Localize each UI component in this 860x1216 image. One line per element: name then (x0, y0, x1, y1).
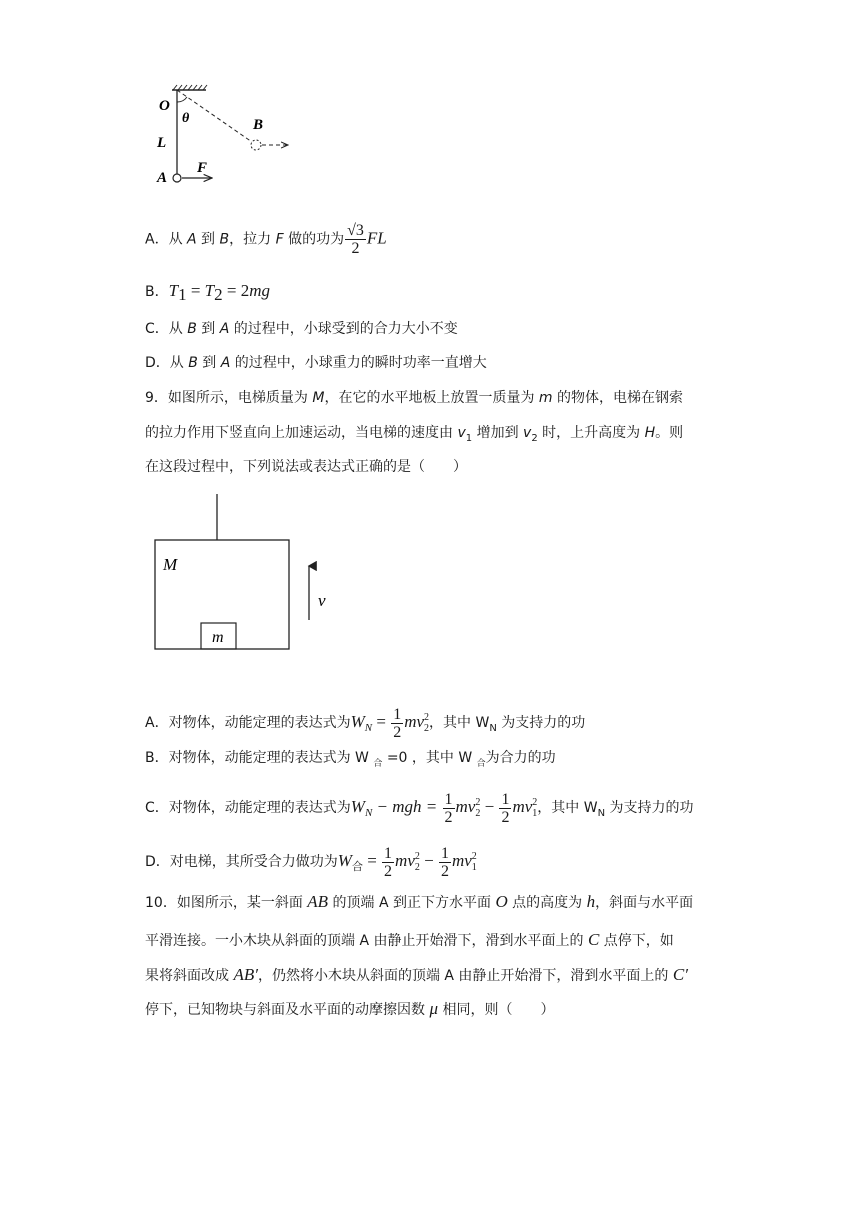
text: ，其中 W (537, 800, 598, 816)
text: 停下，已知物块与斜面及水平面的动摩擦因数 (145, 1002, 430, 1018)
denominator: 2 (501, 808, 510, 826)
text: D．对电梯，其所受合力做功为 (145, 854, 338, 870)
text: 相同，则（ ） (438, 1002, 555, 1018)
text: ，其中 W (429, 715, 490, 731)
text: ，拉力 (229, 231, 276, 248)
text: 2 (475, 808, 481, 819)
text: 的物体，电梯在钢索 (552, 390, 683, 406)
elevator-figure (150, 490, 340, 655)
numerator: 1 (384, 844, 393, 862)
denominator: 2 (440, 862, 449, 880)
ball-B (251, 140, 261, 150)
text: A (220, 355, 231, 371)
text: 2 (424, 723, 430, 734)
numerator: 1 (440, 844, 449, 862)
text: A．从 (145, 231, 188, 248)
text: 到 (197, 355, 221, 371)
q10-stem-line3 (145, 963, 688, 988)
script (472, 851, 477, 873)
text: N (489, 722, 497, 734)
text: C．从 (145, 321, 188, 337)
text: 1 (532, 808, 538, 819)
denominator: 2 (444, 808, 453, 826)
numerator: 1 (393, 705, 402, 723)
text: 的顶端 A 到正下方水平面 (328, 895, 496, 911)
text: 2 (414, 862, 420, 873)
text: 。则 (655, 425, 684, 441)
text: 合 (351, 859, 363, 873)
text: 2 (414, 851, 420, 862)
denominator: 2 (393, 723, 402, 741)
text: B．对物体，动能定理的表达式为 W (145, 750, 374, 766)
text: F (275, 231, 284, 248)
text: N (597, 807, 606, 819)
text: 平滑连接。一小木块从斜面的顶端 A 由静止开始滑下，滑到水平面上的 (145, 933, 588, 949)
text: 为支持力的功 (605, 800, 694, 816)
text: 1 (178, 284, 187, 304)
text: 合 (476, 758, 486, 769)
numerator: 1 (444, 790, 453, 808)
text: 1 (471, 862, 477, 873)
text: B (187, 321, 197, 337)
fraction (345, 222, 366, 257)
fraction (382, 845, 394, 880)
text: 点停下，如 (599, 933, 674, 949)
pendulum-figure (140, 82, 300, 192)
text: A．对物体，动能定理的表达式为 (145, 715, 351, 731)
label-A: A (157, 170, 168, 186)
text: mv (404, 712, 425, 731)
q8-option-a (145, 222, 387, 257)
text: N (364, 721, 373, 734)
text: mv (451, 851, 472, 870)
text: D．从 (145, 355, 189, 371)
text: mv (512, 797, 533, 816)
q9-stem-line2 (145, 423, 683, 449)
text: A (219, 321, 230, 337)
q10-stem-line4 (145, 997, 554, 1022)
q9-stem-line3: 在这段过程中，下列说法或表达式正确的是（ ） (145, 459, 467, 475)
text: ，在它的水平地板上放置一质量为 (324, 390, 539, 406)
text: AB′ (233, 965, 258, 984)
text: A (187, 231, 197, 248)
text: 2 (475, 797, 481, 808)
text: C′ (672, 965, 688, 984)
text: B (219, 231, 230, 248)
text: 的过程中，小球重力的瞬时功率一直增大 (230, 355, 487, 371)
text: 时，上升高度为 (537, 425, 645, 441)
text: 为合力的功 (485, 750, 556, 766)
text: T (204, 281, 215, 300)
text: 的拉力作用下竖直向上加速运动，当电梯的速度由 (145, 425, 458, 441)
text: B (188, 355, 198, 371)
text: 为支持力的功 (496, 715, 586, 731)
q9-option-d (145, 843, 477, 885)
q9-option-b (145, 748, 556, 774)
text: 点的高度为 (507, 895, 587, 911)
q8-option-d (145, 353, 487, 373)
text: 9．如图所示，电梯质量为 (145, 390, 313, 406)
text: O (495, 892, 508, 911)
text: − (419, 851, 438, 870)
text: 的过程中，小球受到的合力大小不变 (229, 321, 458, 337)
text: FL (366, 228, 387, 248)
fraction (439, 845, 451, 880)
text: 2 (532, 797, 538, 808)
text: 到 (196, 321, 220, 337)
text: = (362, 851, 382, 870)
text: 增加到 (472, 425, 524, 441)
q9-stem-line1 (145, 388, 683, 408)
fraction (499, 791, 511, 826)
text: = (186, 281, 205, 300)
text: 做的功为 (283, 231, 345, 248)
label-theta: θ (182, 111, 190, 126)
text: C．对物体，动能定理的表达式为 (145, 800, 351, 816)
text: 10．如图所示，某一斜面 (145, 895, 308, 911)
text: M (312, 390, 325, 406)
text: ，斜面与水平面 (595, 895, 694, 911)
text: 2 (424, 712, 430, 723)
q8-option-c (145, 319, 458, 339)
text: mv (395, 851, 415, 870)
text: 2 (471, 851, 477, 862)
text: mg (249, 281, 271, 300)
q8-option-b (145, 280, 270, 306)
denominator: 2 (384, 862, 393, 880)
text: T (168, 281, 179, 300)
text: v (457, 425, 466, 441)
ball-A (173, 174, 181, 182)
label-M: M (163, 555, 178, 574)
text: W (337, 851, 352, 870)
text: 2 (214, 284, 223, 304)
text: AB (307, 892, 329, 911)
text: C (587, 930, 600, 949)
text: m (538, 390, 553, 406)
text: = (372, 712, 391, 731)
text: − mgh = (372, 797, 442, 816)
text: W (350, 712, 365, 731)
q10-stem-line2 (145, 928, 674, 953)
q9-option-a (145, 704, 585, 747)
text: H (644, 425, 656, 441)
text: 到 (196, 231, 220, 248)
text: 2 (531, 432, 538, 444)
text: − (480, 797, 499, 816)
q10-stem-line1 (145, 890, 693, 915)
label-L: L (157, 135, 167, 151)
fraction (443, 791, 455, 826)
numerator: 1 (501, 790, 510, 808)
fraction (391, 706, 403, 741)
angle-arc (177, 97, 187, 102)
numerator: √3 (347, 222, 364, 239)
text: 合 (373, 758, 383, 769)
text: h (586, 892, 596, 911)
q9-option-c (145, 789, 694, 832)
text: 果将斜面改成 (145, 968, 234, 984)
text: 1 (465, 432, 473, 444)
text: v (523, 425, 532, 441)
denominator: 2 (351, 240, 360, 257)
label-m: m (212, 629, 224, 646)
text: = 2 (222, 281, 250, 300)
label-F: F (197, 160, 208, 176)
label-B: B (253, 117, 264, 133)
label-O: O (159, 98, 170, 114)
text: mv (455, 797, 476, 816)
text: N (364, 806, 373, 819)
text: B． (145, 284, 169, 300)
text: W (350, 797, 365, 816)
label-v: v (318, 591, 326, 610)
text: μ (429, 999, 438, 1018)
text: ，仍然将小木块从斜面的顶端 A 由静止开始滑下，滑到水平面上的 (257, 968, 673, 984)
text: =0 ，其中 W (382, 750, 477, 766)
